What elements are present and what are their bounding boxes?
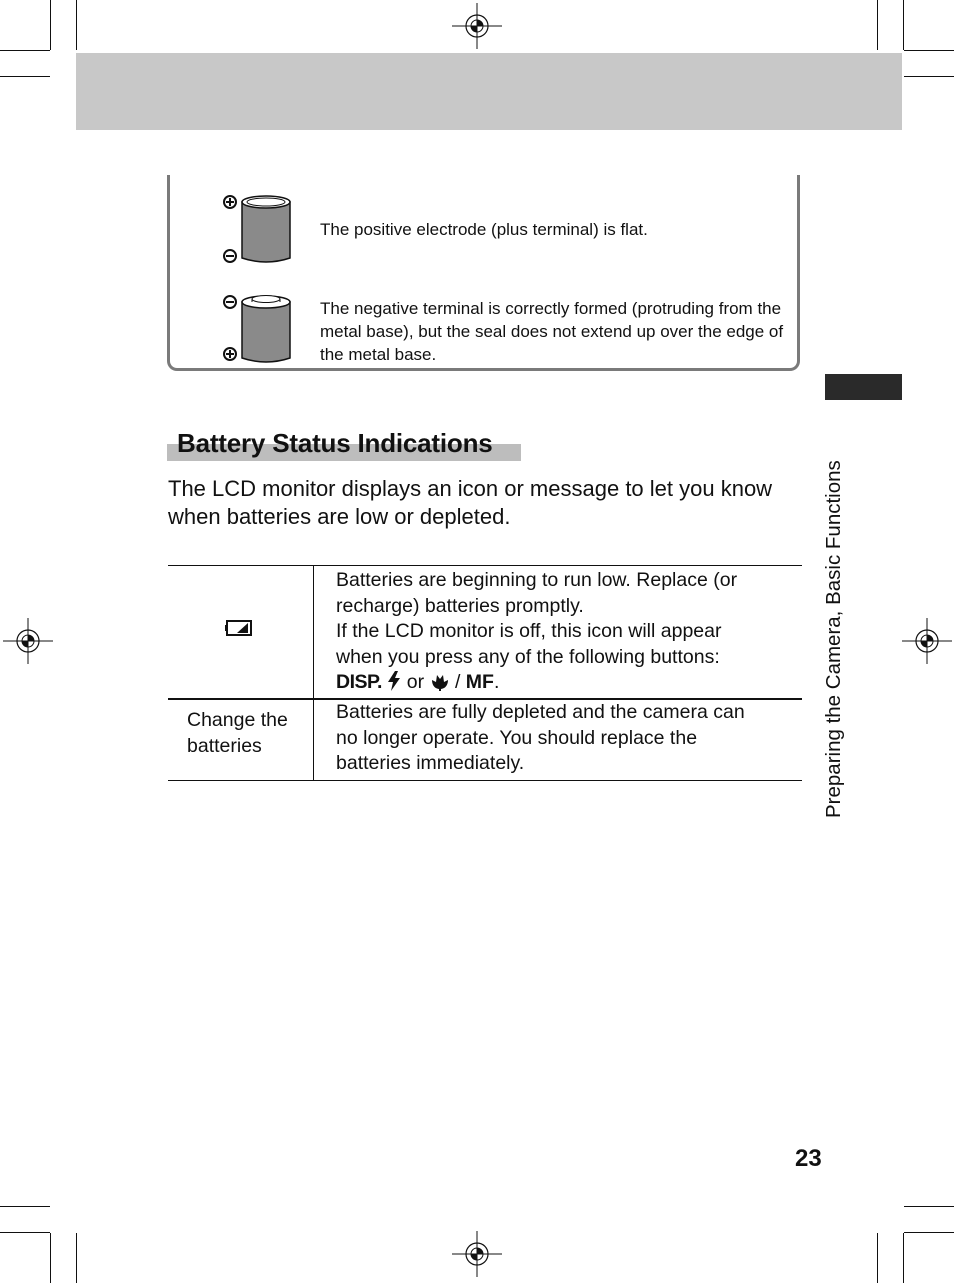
crop-mark — [76, 0, 77, 50]
slash-text: / — [454, 671, 461, 693]
header-band — [76, 53, 902, 130]
crop-mark — [904, 1232, 954, 1233]
crop-mark — [877, 0, 878, 50]
section-title-text: Battery Status Indications — [177, 428, 493, 458]
period-text: . — [493, 671, 500, 693]
page-number: 23 — [795, 1145, 822, 1172]
crop-mark — [904, 76, 954, 77]
description-line: when you press any of the following buttons: — [336, 645, 720, 668]
description-line: If the LCD monitor is off, this icon will appear — [336, 620, 722, 642]
button-list — [336, 670, 806, 696]
low-battery-icon — [225, 619, 255, 637]
battery-type-description: The negative terminal is correctly formed (protruding from the metal base), but the seal does not extend up over the edge of the metal base. — [320, 299, 784, 364]
chapter-side-label: Preparing the Camera, Basic Functions — [822, 460, 845, 818]
crop-mark — [0, 1232, 50, 1233]
crop-mark — [877, 1233, 878, 1283]
description-line: recharge) batteries promptly. — [336, 594, 584, 617]
registration-mark-icon — [452, 3, 502, 49]
crop-mark — [50, 1233, 51, 1283]
flash-icon — [387, 671, 401, 691]
registration-mark-icon — [3, 618, 53, 664]
status-description — [336, 700, 806, 777]
description-line: Batteries are beginning to run low. Replace (or — [336, 569, 738, 591]
status-description — [336, 568, 806, 696]
crop-mark — [903, 0, 904, 50]
section-title — [167, 428, 521, 461]
description-line: no longer operate. You should replace the — [336, 726, 698, 749]
status-indicator-message — [187, 708, 312, 759]
battery-type-description: The positive electrode (plus terminal) is flat. — [320, 220, 648, 239]
indicator-line: Change the — [187, 709, 288, 731]
crop-mark — [0, 50, 50, 51]
crop-mark — [904, 50, 954, 51]
mf-button-label: MF — [465, 671, 494, 693]
registration-mark-icon — [452, 1231, 502, 1277]
crop-mark — [0, 1206, 50, 1207]
indicator-line: batteries — [187, 734, 262, 757]
crop-mark — [904, 1206, 954, 1207]
macro-icon — [430, 671, 450, 691]
table-column-divider — [313, 565, 314, 781]
description-line: Batteries are fully depleted and the camera can — [336, 701, 745, 723]
crop-mark — [50, 0, 51, 50]
or-text: or — [406, 671, 425, 693]
registration-mark-icon — [902, 618, 952, 664]
battery-protruding-negative-icon — [220, 290, 296, 366]
crop-mark — [903, 1233, 904, 1283]
chapter-tab — [825, 374, 902, 400]
disp-button-label: DISP. — [336, 671, 382, 693]
table-rule — [168, 780, 802, 781]
table-rule — [168, 565, 802, 566]
description-line: batteries immediately. — [336, 752, 525, 774]
intro-paragraph: The LCD monitor displays an icon or message to let you know when batteries are low or depleted. — [168, 476, 773, 529]
battery-flat-positive-icon — [220, 192, 296, 266]
crop-mark — [76, 1233, 77, 1283]
battery-status-table — [168, 565, 802, 781]
crop-mark — [0, 76, 50, 77]
